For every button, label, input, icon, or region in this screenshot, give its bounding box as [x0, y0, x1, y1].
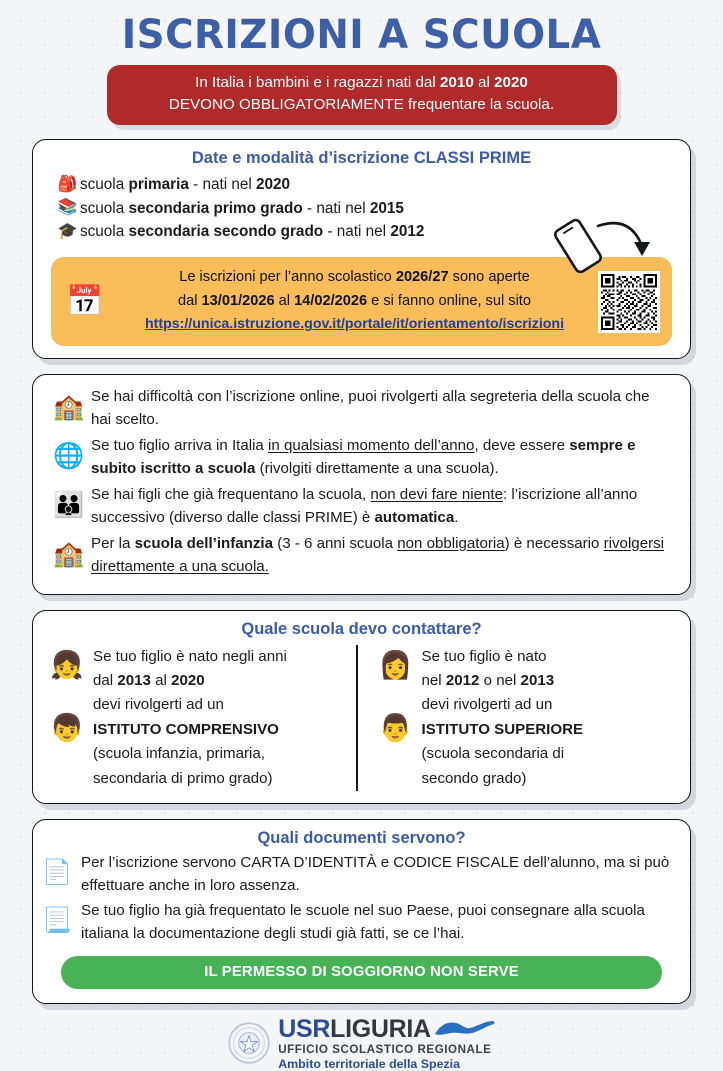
info-span: Se tuo figlio arriva in Italia — [91, 436, 269, 454]
qr-code-image — [601, 274, 657, 330]
info-text — [91, 435, 672, 481]
girl-pink-icon: 👧 — [50, 649, 84, 680]
column-istituto-superiore — [356, 645, 681, 792]
enrollment-line2-b: al — [274, 292, 295, 309]
grade-pre: scuola — [80, 199, 129, 217]
info-text — [91, 386, 672, 432]
liguria-coastline-icon — [434, 1018, 496, 1038]
document-text: Se tuo figlio ha già frequentato le scuole nel suo Paese, puoi consegnare alla scuola italiana la documentazione degli studi già fatti, se ce l’hai. — [81, 902, 645, 942]
family-icon: 👪 — [53, 490, 85, 519]
left-line-5: (scuola infanzia, primaria, — [93, 745, 265, 763]
enrollment-window-area — [51, 247, 672, 346]
right-line-3: devi rivolgerti ad un — [421, 696, 553, 714]
column-text — [89, 645, 346, 792]
grade-text — [80, 173, 290, 196]
info-span: ) è necessario — [504, 534, 604, 552]
grade-mid: - nati nel — [323, 222, 391, 240]
enrollment-line-3 — [113, 313, 596, 337]
right-year-2: 2013 — [520, 671, 555, 689]
grade-year: 2015 — [369, 199, 404, 217]
left-line-2 — [93, 669, 346, 693]
banner-wrapper — [0, 65, 723, 125]
document-text: Per l’iscrizione servono CARTA D’IDENTITÀ e CODICE FISCALE dell’alunno, ma si può effettuare anche in loro assenza. — [81, 854, 670, 895]
which-school-columns — [33, 643, 690, 792]
info-span-bold: scuola dell’infanzia — [134, 534, 274, 552]
enrollment-line2-a: dal — [178, 292, 202, 309]
grade-list — [33, 172, 690, 243]
card-dates-and-modes — [32, 139, 691, 359]
banner-line1-text-b: al — [473, 74, 495, 91]
info-span-underline: non obbligatoria — [397, 534, 505, 552]
info-text — [91, 484, 672, 530]
card-dates-heading-bold: CLASSI PRIME — [413, 149, 532, 168]
grade-mid: - nati nel — [302, 199, 370, 217]
right-institute-name: ISTITUTO SUPERIORE — [421, 720, 584, 738]
enrollment-window-text — [111, 266, 598, 337]
grade-text — [80, 220, 424, 243]
grade-pre: scuola — [80, 222, 129, 240]
card-which-school — [32, 610, 691, 805]
books-icon: 📚 — [57, 199, 78, 217]
column-istituto-comprensivo — [39, 645, 352, 792]
info-span-underline: rivolgersi direttamente a una scuola. — [91, 534, 665, 575]
page-title: ISCRIZIONI A SCUOLA — [121, 12, 602, 58]
info-span-bold: automatica — [374, 508, 455, 526]
right-line-2 — [422, 669, 675, 693]
footer-logo-liguria: LIGURIA — [330, 1014, 431, 1043]
card-general-info — [32, 374, 691, 595]
residence-permit-notice-button[interactable]: IL PERMESSO DI SOGGIORNO NON SERVE — [61, 956, 662, 989]
card-dates-heading — [33, 140, 690, 172]
calendar-icon: 📅 — [66, 284, 104, 318]
right-line2-b: o nel — [479, 671, 521, 689]
left-year-end: 2020 — [171, 671, 205, 689]
card-dates-heading-plain: Date e modalità d’iscrizione — [191, 149, 414, 168]
enrollment-line-1 — [113, 266, 596, 290]
left-year-start: 2013 — [117, 671, 151, 689]
banner-line-1 — [133, 72, 591, 94]
grade-pre: scuola — [80, 176, 129, 194]
right-line2-a: nel — [421, 671, 446, 689]
footer-text — [278, 1014, 496, 1071]
school-building-icon: 🏫 — [53, 393, 85, 422]
footer-subtitle: UFFICIO SCOLASTICO REGIONALE — [278, 1042, 492, 1056]
banner-year-end: 2020 — [494, 74, 528, 91]
info-span: (rivolgiti direttamente a una scuola). — [255, 459, 499, 477]
grade-row — [55, 220, 690, 243]
grade-row — [55, 197, 690, 220]
graduation-cap-icon: 🎓 — [57, 222, 78, 240]
enrollment-line1-a: Le iscrizioni per l’anno scolastico — [179, 269, 396, 286]
left-line-3: devi rivolgerti ad un — [93, 696, 224, 714]
banner-year-start: 2010 — [439, 74, 474, 91]
column-icons — [45, 645, 89, 748]
enrollment-line2-c: e si fanno online, sul sito — [367, 292, 531, 309]
info-row — [47, 435, 672, 481]
boy-green-icon: 👦 — [50, 712, 84, 743]
teen-boy-icon: 👨 — [378, 712, 413, 743]
enrollment-line1-b: sono aperte — [448, 269, 530, 286]
document-row — [33, 900, 690, 946]
right-year-1: 2012 — [445, 671, 480, 689]
backpack-icon: 🎒 — [57, 176, 78, 193]
italy-emblem-icon — [227, 1021, 271, 1065]
right-line-5: (scuola secondaria di — [421, 745, 565, 763]
info-span: : l’iscrizione all’anno successivo (diverso dalle classi PRIME) è — [91, 485, 638, 526]
card-documents-heading: Quali documenti servono? — [257, 829, 466, 848]
grade-name: secondaria primo grado — [128, 199, 303, 217]
grade-year: 2012 — [390, 222, 425, 240]
left-line-6: secondaria di primo grado) — [93, 769, 273, 787]
info-span-bold: sempre e subito iscritto a scuola — [91, 436, 636, 477]
grade-year: 2020 — [256, 176, 291, 194]
info-span: . — [454, 508, 459, 526]
info-span: , deve essere — [474, 436, 570, 454]
card-which-heading: Quale scuola devo contattare? — [241, 619, 482, 638]
right-line-1: Se tuo figlio è nato — [421, 647, 547, 665]
obligation-banner — [107, 65, 617, 125]
grade-name: primaria — [128, 176, 189, 194]
left-institute-name: ISTITUTO COMPRENSIVO — [93, 720, 279, 738]
info-span: Per la — [91, 534, 135, 552]
grade-row — [55, 173, 690, 196]
id-document-icon: 📄 — [42, 859, 72, 887]
enrollment-portal-link[interactable]: https://unica.istruzione.gov.it/portale/it/orientamento/iscrizioni — [144, 316, 565, 333]
banner-line-2: DEVONO OBBLIGATORIAMENTE frequentare la scuola. — [168, 96, 555, 114]
right-line-6: secondo grado) — [421, 769, 527, 787]
banner-line1-text-a: In Italia i bambini e i ragazzi nati dal — [195, 74, 440, 91]
info-span: Se hai difficoltà con l’iscrizione online, puoi rivolgerti alla segreteria della scuola che hai scelto. — [91, 388, 650, 428]
column-text — [418, 645, 675, 792]
info-text — [91, 533, 672, 579]
left-line2-b: al — [150, 671, 172, 689]
column-icons — [374, 645, 418, 748]
footer — [0, 1014, 723, 1071]
document-row — [33, 852, 690, 898]
footer-logo-usr: USR — [278, 1014, 331, 1043]
info-span: (3 - 6 anni scuola — [273, 534, 398, 552]
grade-text — [80, 197, 404, 220]
qr-code[interactable] — [598, 271, 660, 333]
card-documents — [32, 819, 691, 1004]
grade-mid: - nati nel — [188, 176, 257, 194]
info-span-underline: non devi fare niente — [370, 485, 504, 503]
footer-logo-line — [278, 1014, 496, 1043]
info-span: Se hai figli che già frequentano la scuola, — [91, 485, 371, 503]
info-row — [47, 386, 672, 432]
left-line-1: Se tuo figlio è nato negli anni — [93, 647, 287, 665]
teen-girl-icon: 👩 — [378, 649, 413, 680]
globe-cursor-icon: 🌐 — [53, 441, 85, 470]
footer-ambito: Ambito territoriale della Spezia — [278, 1056, 460, 1071]
info-row — [47, 533, 672, 579]
info-row — [47, 484, 672, 530]
enrollment-window-box — [51, 257, 672, 346]
document-icon: 📃 — [42, 907, 72, 935]
school-year: 2026/27 — [395, 269, 449, 286]
info-span-underline: in qualsiasi momento dell’anno — [268, 436, 475, 454]
grade-name: secondaria secondo grado — [128, 222, 324, 240]
enrollment-start-date: 13/01/2026 — [201, 292, 275, 309]
enrollment-end-date: 14/02/2026 — [294, 292, 368, 309]
kindergarten-icon: 🏫 — [53, 539, 85, 568]
enrollment-line-2 — [113, 290, 596, 314]
left-line2-a: dal — [93, 671, 118, 689]
